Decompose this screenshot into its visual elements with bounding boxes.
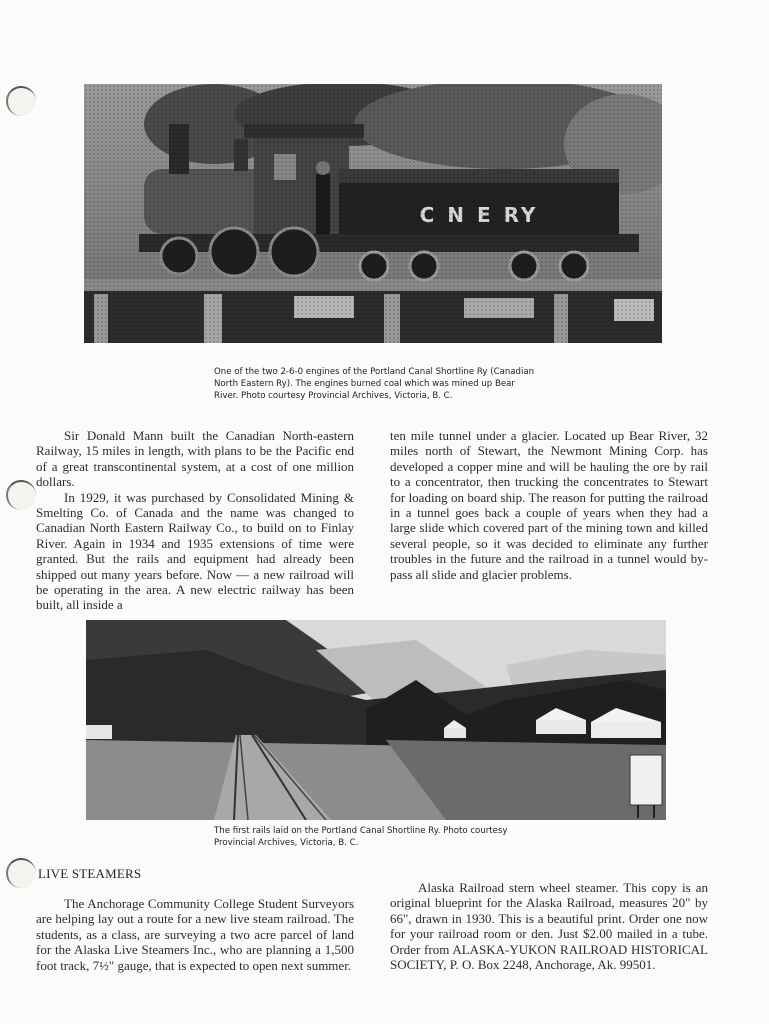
blueprint-offer-paragraph: Alaska Railroad stern wheel steamer. This copy is an original blueprint for the Alaska Railroad, measures 20" by 66", drawn in 1930. This is a beautiful print. Order one now for your railroad room or den. Just $2.00 mailed in a tube. Order from ALASKA-YUKON RAILROAD HISTORICAL SOCIETY, P. O. Box 2248, Anchorage, Ak. 99501. — [390, 880, 708, 973]
article-left-column — [36, 428, 354, 613]
live-steamers-right-column — [390, 880, 708, 972]
rails-photo — [86, 620, 666, 820]
locomotive-caption: One of the two 2-6-0 engines of the Portland Canal Shortline Ry (Canadian North Eastern Ry). The engines burned coal which was mined up Bear River. Photo courtesy Provincial Archives, Victoria, B. C. — [214, 367, 535, 401]
article-paragraph: In 1929, it was purchased by Consolidated Mining & Smelting Co. of Canada and the name was changed to Canadian North Eastern Railway Co., to build on to Finlay River. Again in 1934 and 1935 extensions of time were granted. But the rails and equipment had already been shipped out many years before. Now — a new railroad will be operating in the area. A new electric railway has been built, all inside a — [36, 489, 354, 613]
punch-hole — [6, 480, 36, 510]
punch-hole — [6, 86, 36, 116]
live-steamers-left-column — [36, 896, 354, 973]
punch-hole — [6, 858, 36, 888]
article-paragraph: ten mile tunnel under a glacier. Located up Bear River, 32 miles north of Stewart, the Newmont Mining Corp. has developed a copper mine and will be hauling the ore by rail to a concentrator, then trucking the concentrates to Stewart for loading on board ship. The reason for putting the railroad in a tunnel goes back a couple of years when they had a large slide which covered part of the mining town and killed several people, so it was decided to eliminate any further troubles in the future and the railroad in a tunnel would by-pass all slide and glacier problems. — [390, 428, 708, 582]
section-heading: LIVE STEAMERS — [38, 866, 142, 881]
article-right-column — [390, 428, 708, 582]
article-paragraph: Sir Donald Mann built the Canadian North-eastern Railway, 15 miles in length, with plans to be the Pacific end of a great transcontinental system, at a cost of one million dollars. — [36, 428, 354, 490]
rails-caption: The first rails laid on the Portland Canal Shortline Ry. Photo courtesy Provincial Archives, Victoria, B. C. — [214, 826, 508, 848]
locomotive-photo — [84, 84, 662, 343]
live-steamers-paragraph: The Anchorage Community College Student Surveyors are helping lay out a route for a new live steam railroad. The students, as a class, are surveying a two acre parcel of land for the Alaska Live Steamers Inc., who are planning a 1,500 foot track, 7½" gauge, that is expected to open next summer. — [36, 896, 354, 973]
